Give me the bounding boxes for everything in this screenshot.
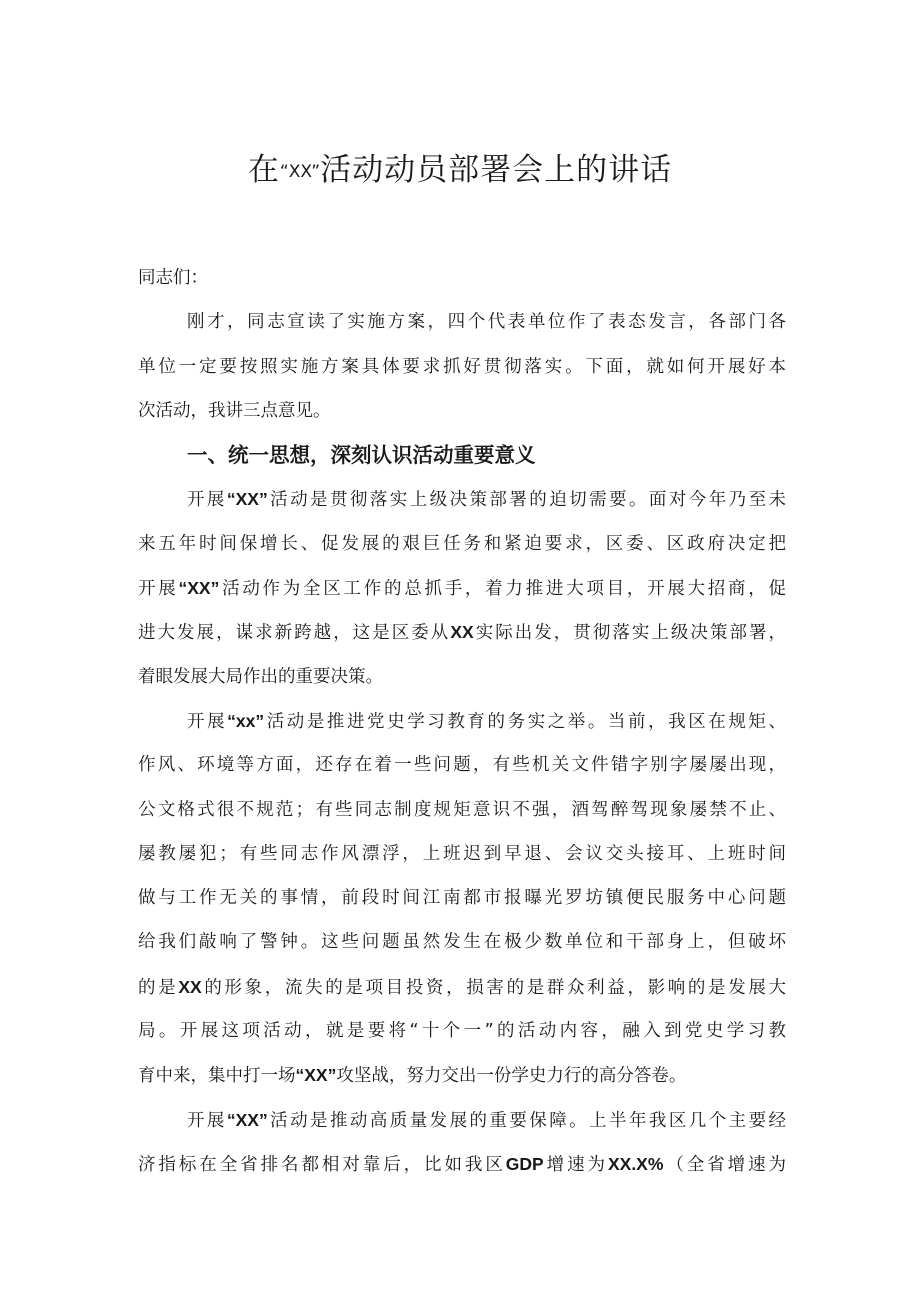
intro-line: 刚才，同志宣读了实施方案，四个代表单位作了表态发言，各部门各 [187,312,786,333]
salutation: 同志们： [138,268,208,288]
paragraph-line: 来五年时间保增长、促发展的艰巨任务和紧迫要求，区委、区政府决定把 [138,533,786,554]
paragraph-line: 开展“XX”活动作为全区工作的总抓手，着力推进大项目，开展大招商，促 [138,578,787,600]
paragraph-line: 着眼发展大局作出的重要决策。 [138,666,383,687]
intro-paragraph [138,300,786,433]
paragraph-line: 做与工作无关的事情，前段时间江南都市报曝光罗坊镇便民服务中心问题 [138,888,786,909]
paragraph-line: 开展“XX”活动是推动高质量发展的重要保障。上半年我区几个主要经 [187,1109,787,1131]
paragraph-line: 屡教屡犯；有些同志作风漂浮，上班迟到早退、会议交头接耳、上班时间 [138,843,786,864]
paragraph-line: 给我们敲响了警钟。这些问题虽然发生在极少数单位和干部身上，但破坏 [138,932,786,953]
paragraph-line: 的是XX的形象，流失的是项目投资，损害的是群众利益，影响的是发展大 [138,976,787,998]
paragraph-1 [138,477,786,698]
intro-line: 次活动，我讲三点意见。 [138,400,331,421]
document-title [0,148,920,194]
paragraph-line: 开展“xx”活动是推进党史学习教育的务实之举。当前，我区在规矩、 [187,710,787,732]
paragraph-line: 济指标在全省排名都相对靠后，比如我区GDP增速为XX.X%（全省增速为 [138,1153,787,1175]
section-heading-1: 一、统一思想，深刻认识活动重要意义 [187,443,536,468]
paragraph-2 [138,699,786,1098]
document-body [138,256,786,1186]
paragraph-line: 作风、环境等方面，还存在着一些问题，有些机关文件错字别字屡屡出现， [138,755,786,776]
intro-line: 单位一定要按照实施方案具体要求抓好贯彻落实。下面，就如何开展好本 [138,356,786,377]
paragraph-line: 开展“XX”活动是贯彻落实上级决策部署的迫切需要。面对今年乃至未 [187,489,787,511]
title-quoted-name: “XX” [279,162,321,182]
title-prefix: 在 [247,152,280,188]
title-suffix: 活动动员部署会上的讲话 [320,152,673,188]
paragraph-3 [138,1098,786,1187]
paragraph-line: 进大发展，谋求新跨越，这是区委从XX实际出发，贯彻落实上级决策部署， [138,622,787,644]
paragraph-line: 公文格式很不规范；有些同志制度规矩意识不强，酒驾醉驾现象屡禁不止、 [138,799,786,820]
paragraph-line: 育中来，集中打一场“XX”攻坚战，努力交出一份学史力行的高分答卷。 [138,1065,687,1087]
paragraph-line: 局。开展这项活动，就是要将“十个一”的活动内容，融入到党史学习教 [138,1021,786,1042]
